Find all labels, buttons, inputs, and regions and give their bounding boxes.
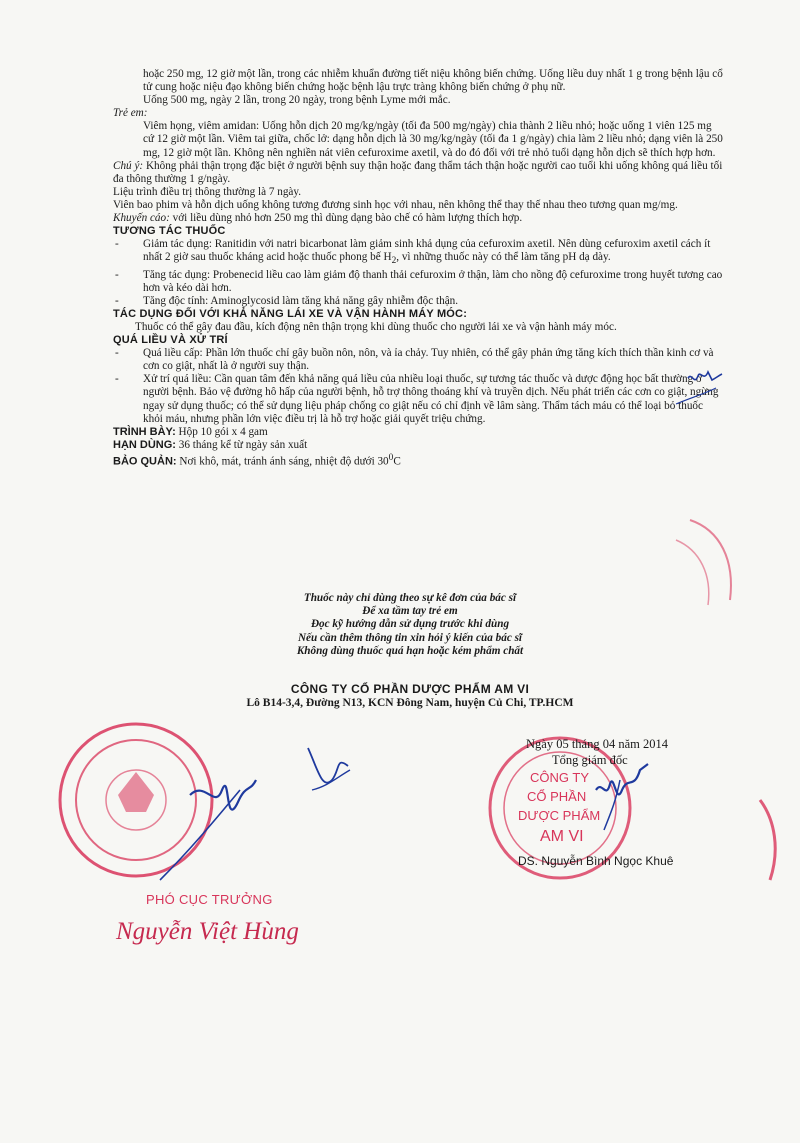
dosage-paragraph: hoặc 250 mg, 12 giờ một lần, trong các nhiễm khuẩn đường tiết niệu không biến chứng. Uống liều duy nhất 1 g trong bệnh lậu cổ tử cung hoặc niệu đạo không biến chứng hoặc bệnh lậu trực tràng không biến chứng ở phụ nữ. <box>143 68 723 94</box>
interaction-text: Giảm tác dụng: Ranitidin với natri bicarbonat làm giảm sinh khả dụng của cefuroxim axetil. Nên dùng cefuroxim axetil cách ít nhất 2 giờ sau thuốc kháng acid hoặc thuốc phong bế H <box>143 238 711 264</box>
subscript: 2 <box>391 256 397 267</box>
expiry-label: HẠN DÙNG: <box>113 438 176 451</box>
advice-text: với liều dùng nhỏ hơn 250 mg thì dùng dạng bào chế có hàm lượng thích hợp. <box>169 212 523 225</box>
interactions-heading: TƯƠNG TÁC THUỐC <box>113 225 226 238</box>
expiry-value: 36 tháng kể từ ngày sản xuất <box>175 438 308 451</box>
company-address: Lô B14-3,4, Đường N13, KCN Đông Nam, huyện Củ Chi, TP.HCM <box>246 697 574 709</box>
stamp-line: CỔ PHẦN <box>527 789 587 804</box>
lyme-dosage: Uống 500 mg, ngày 2 lần, trong 20 ngày, trong bệnh Lyme mới mắc. <box>143 94 451 107</box>
stamp-line: AM VI <box>540 828 584 845</box>
stamp-line: DƯỢC PHẨM <box>518 808 601 823</box>
degree-sup: 0 <box>388 452 394 463</box>
note-text: Không phải thận trọng đặc biệt ở người bệnh suy thận hoặc đang thẩm tách thận hoặc người cao tuổi khi uống không quá liều tối đa thông thường 1 g/ngày. <box>113 159 723 185</box>
note-line: Đọc kỹ hướng dẫn sử dụng trước khi dùng <box>310 618 510 631</box>
deputy-name: Nguyễn Việt Hùng <box>116 918 299 945</box>
interaction-item: - Tăng độc tính: Aminoglycosid làm tăng khả năng gây nhiễm độc thận. <box>113 295 723 308</box>
note-label: Chú ý: <box>113 159 144 172</box>
overdose-heading: QUÁ LIỀU VÀ XỬ TRÍ <box>113 334 228 347</box>
deputy-title: PHÓ CỤC TRƯỞNG <box>146 892 273 907</box>
storage-value: Nơi khô, mát, tránh ánh sáng, nhiệt độ dưới 30 <box>176 455 389 468</box>
storage-unit: C <box>393 455 401 468</box>
interaction-item: - Tăng tác dụng: Probenecid liều cao làm giảm độ thanh thải cefuroxim ở thận, làm cho nồng độ cefuroxime trong huyết tương cao hơn và kéo dài hơn. <box>113 269 723 295</box>
signature-title: Tổng giám đốc <box>552 753 628 767</box>
note-line: Để xa tầm tay trẻ em <box>362 605 458 618</box>
note-line: Thuốc này chỉ dùng theo sự kê đơn của bác sĩ <box>303 592 517 604</box>
advice-label: Khuyến cáo: <box>113 212 170 225</box>
children-label: Trẻ em: <box>113 107 148 120</box>
interaction-text: , vì những thuốc này có thể làm tăng pH dạ dày. <box>396 251 611 264</box>
note-line: Nếu cần thêm thông tin xin hỏi ý kiến của bác sĩ <box>297 631 523 644</box>
driving-text: Thuốc có thể gây đau đầu, kích động nên thận trọng khi dùng thuốc cho người lái xe và vận hành máy móc. <box>135 321 617 334</box>
company-name: CÔNG TY CỔ PHẦN DƯỢC PHẨM AM VI <box>290 682 530 696</box>
driving-heading: TÁC DỤNG ĐỐI VỚI KHẢ NĂNG LÁI XE VÀ VẬN HÀNH MÁY MÓC: <box>113 307 468 320</box>
course-paragraph: Liệu trình điều trị thông thường là 7 ngày. <box>113 185 302 198</box>
presentation-label: TRÌNH BÀY: <box>113 425 176 438</box>
children-dosage: Viêm họng, viêm amidan: Uống hỗn dịch 20 mg/kg/ngày (tối đa 500 mg/ngày) chia thành 2 liều nhỏ; hoặc uống 1 viên 125 mg cứ 12 giờ một lần. Viêm tai giữa, chốc lở: dạng hỗn dịch là 30 mg/kg/ngày (tối đa 1 g/ngày) chia làm 2 liều nhỏ; dạng viên là 250 mg, 12 giờ một lần. Không nên nghiền nát viên cefuroxime axetil, và do đó đối với trẻ nhỏ tuổi dạng hỗn dịch sẽ thích hợp hơn. <box>143 120 723 159</box>
signature-person: DS. Nguyễn Bình Ngọc Khuê <box>518 854 674 868</box>
presentation-value: Hộp 10 gói x 4 gam <box>175 425 268 438</box>
signature-date: Ngày 05 tháng 04 năm 2014 <box>526 737 668 751</box>
note-line: Không dùng thuốc quá hạn hoặc kém phẩm chất <box>296 644 524 657</box>
overdose-item: - Xử trí quá liều: Cần quan tâm đến khả năng quá liều của nhiều loại thuốc, sự tương tác thuốc và dược động học bất thường ở người bệnh. Bảo vệ đường hô hấp của người bệnh, hỗ trợ thông thoáng khí và truyền dịch. Nếu phát triển các cơn co giật, ngừng ngay sử dụng thuốc; có thể sử dụng liệu pháp chống co giật nếu có chỉ định về lâm sàng. Thẩm tách máu có thể loại bỏ thuốc khỏi máu, nhưng phần lớn việc điều trị là hỗ trợ hoặc giải quyết triệu chứng. <box>113 373 723 425</box>
overdose-item: - Quá liều cấp: Phần lớn thuốc chỉ gây buồn nôn, nôn, và ỉa chảy. Tuy nhiên, có thể gây phản ứng tăng kích thích thần kinh cơ và cơn co giật, nhất là ở người suy thận. <box>113 347 723 373</box>
equivalence-paragraph: Viên bao phim và hỗn dịch uống không tương đương sinh học với nhau, nên không thể thay thế nhau theo tương quan mg/mg. <box>113 198 678 211</box>
stamp-line: CÔNG TY <box>530 770 589 785</box>
storage-label: BẢO QUẢN: <box>113 455 177 468</box>
